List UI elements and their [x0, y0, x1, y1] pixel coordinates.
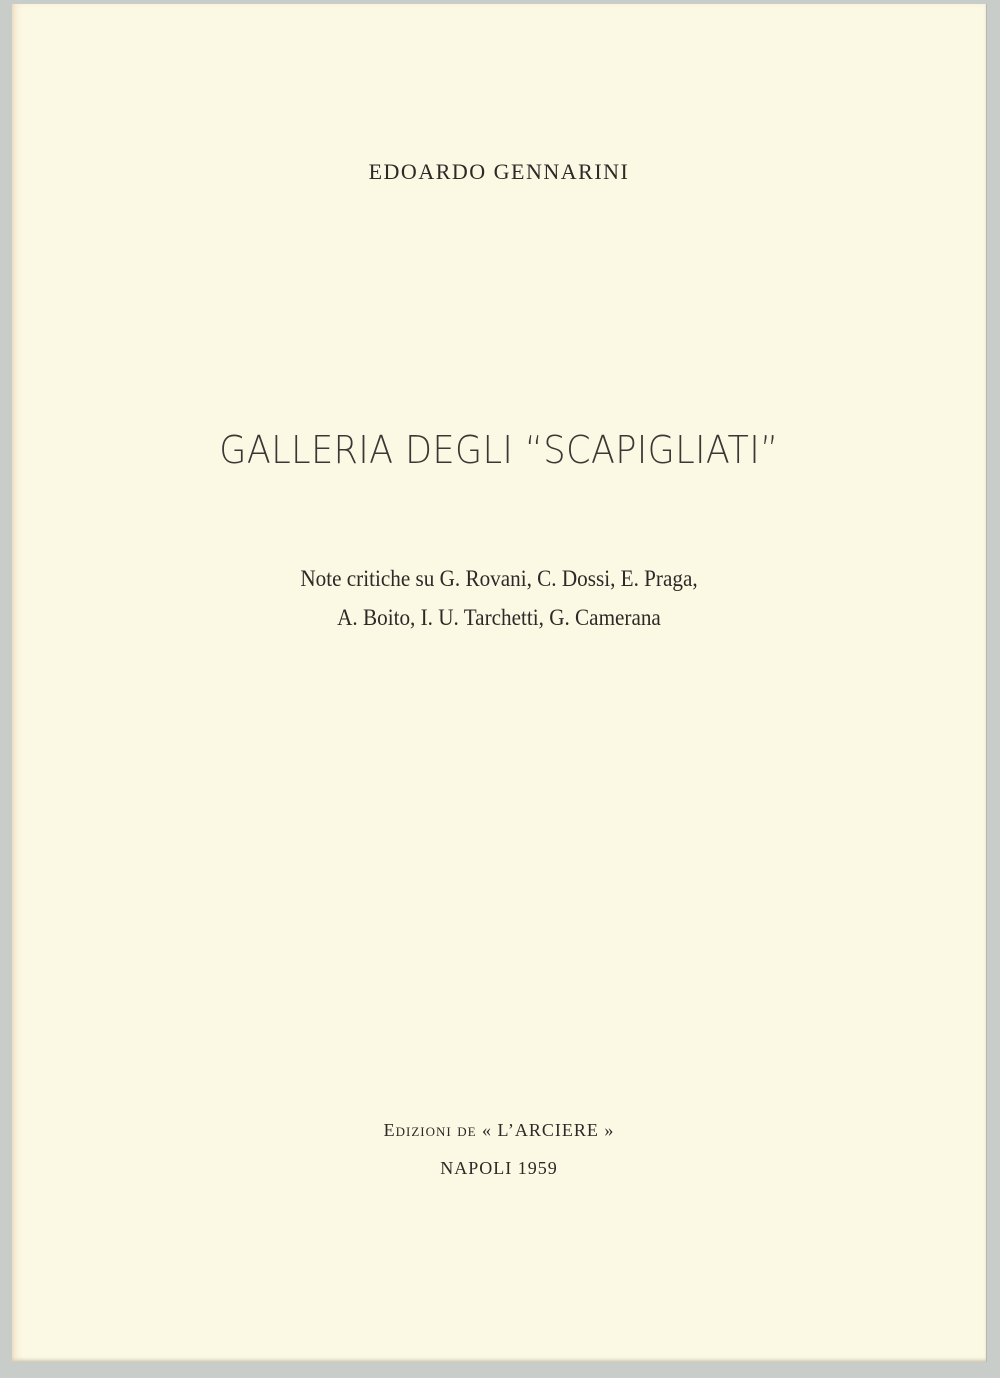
subtitle-line-1: Note critiche su G. Rovani, C. Dossi, E. Praga,: [300, 566, 698, 591]
book-cover: [12, 4, 987, 1362]
place-year: NAPOLI 1959: [440, 1158, 558, 1178]
author-name: EDOARDO GENNARINI: [368, 159, 630, 184]
book-title: GALLERIA DEGLI “SCAPIGLIATI”: [219, 428, 779, 472]
subtitle-line-2: A. Boito, I. U. Tarchetti, G. Camerana: [337, 605, 661, 630]
publisher: Edizioni de « L’ARCIERE »: [383, 1120, 615, 1140]
